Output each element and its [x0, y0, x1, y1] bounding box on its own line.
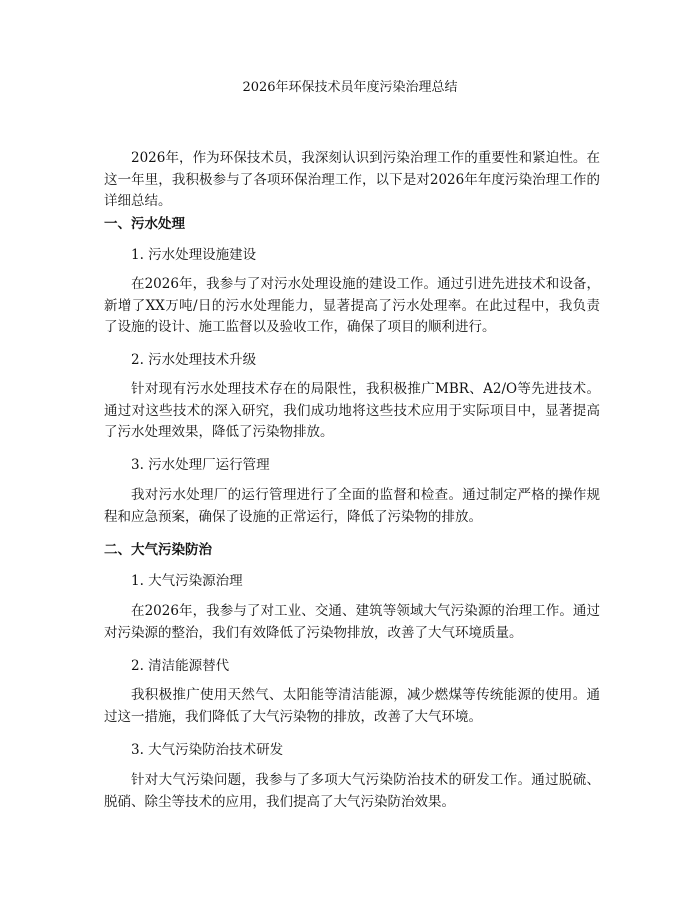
- subsection-paragraph: 我对污水处理厂的运行管理进行了全面的监督和检查。通过制定严格的操作规程和应急预案，确保了设施的正常运行，降低了污染物的排放。: [104, 487, 600, 525]
- subsection-title: 3. 大气污染防治技术研发: [131, 742, 284, 758]
- subsection-paragraph: 在2026年，我参与了对工业、交通、建筑等领域大气污染源的治理工作。通过对污染源的整治，我们有效降低了污染物排放，改善了大气环境质量。: [104, 603, 600, 641]
- subsection-paragraph: 我积极推广使用天然气、太阳能等清洁能源，减少燃煤等传统能源的使用。通过这一措施，我们降低了大气污染物的排放，改善了大气环境。: [104, 687, 600, 725]
- subsection-paragraph: 在2026年，我参与了对污水处理设施的建设工作。通过引进先进技术和设备，新增了XX万吨/日的污水处理能力，显著提高了污水处理率。在此过程中，我负责了设施的设计、施工监督以及验收工作，确保了项目的顺利进行。: [104, 276, 600, 335]
- subsection-title: 2. 清洁能源替代: [131, 658, 230, 674]
- subsection-title: 3. 污水处理厂运行管理: [131, 457, 270, 473]
- subsection-title: 1. 大气污染源治理: [131, 573, 243, 589]
- document-title: 2026年环保技术员年度污染治理总结: [242, 80, 458, 95]
- subsection-title: 1. 污水处理设施建设: [131, 247, 257, 263]
- section-heading-air: 二、大气污染防治: [104, 542, 212, 558]
- subsection-paragraph: 针对现有污水处理技术存在的局限性，我积极推广MBR、A2/O等先进技术。通过对这些技术的深入研究，我们成功地将这些技术应用于实际项目中，显著提高了污水处理效果，降低了污染物排放。: [104, 381, 600, 440]
- section-heading-wastewater: 一、污水处理: [104, 216, 185, 232]
- subsection-paragraph: 针对大气污染问题，我参与了多项大气污染防治技术的研发工作。通过脱硫、脱硝、除尘等技术的应用，我们提高了大气污染防治效果。: [104, 772, 600, 810]
- subsection-title: 2. 污水处理技术升级: [131, 352, 257, 368]
- intro-paragraph: 2026年，作为环保技术员，我深刻认识到污染治理工作的重要性和紧迫性。在这一年里，我积极参与了各项环保治理工作，以下是对2026年年度污染治理工作的详细总结。: [104, 150, 600, 209]
